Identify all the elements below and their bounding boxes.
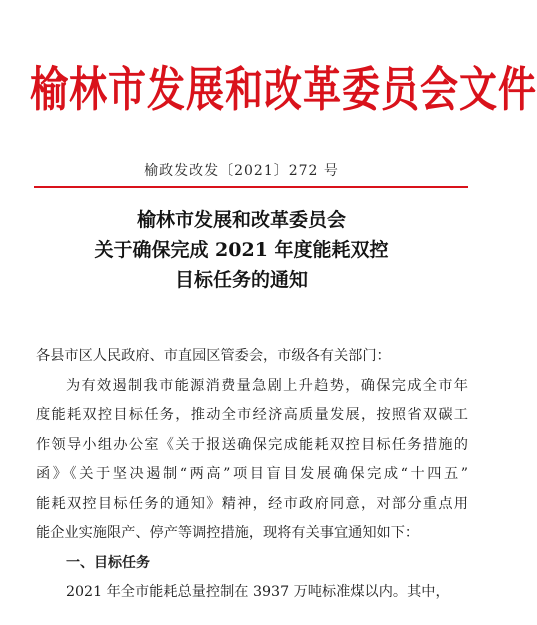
section-heading: 一、目标任务 [66,554,150,571]
paragraph-line: 能企业实施限产、停产等调控措施，现将有关事宜通知如下： [36,525,420,541]
paragraph-line: 函》《关于坚决遏制“两高”项目盲目发展确保完成“十四五” [36,466,468,482]
paragraph-line: 能耗双控目标任务的通知》精神，经市政府同意，对部分重点用 [36,495,468,512]
red-divider-line [34,186,468,188]
title-line-3: 目标任务的通知 [174,269,308,291]
document-body [36,342,468,608]
salutation: 各县市区人民政府、市直园区管委会，市级各有关部门： [36,348,391,364]
document-number: 榆政发改发〔2021〕272 号 [144,163,339,179]
paragraph-line: 作领导小组办公室《关于报送确保完成能耗双控目标任务措施的 [36,436,468,453]
paragraph-line: 2021 年全市能耗总量控制在 3937 万吨标准煤以内。其中， [66,584,450,600]
paragraph-line: 度能耗双控目标任务，推动全市经济高质量发展，按照省双碳工 [36,407,468,423]
title-line-2: 关于确保完成 2021 年度能耗双控 [94,239,389,261]
issuer-masthead: 榆林市发展和改革委员会文件 [30,62,537,117]
document-title [0,205,483,295]
paragraph-line: 为有效遏制我市能源消费量急剧上升趋势，确保完成全市年 [66,377,468,394]
title-line-1: 榆林市发展和改革委员会 [136,209,346,231]
